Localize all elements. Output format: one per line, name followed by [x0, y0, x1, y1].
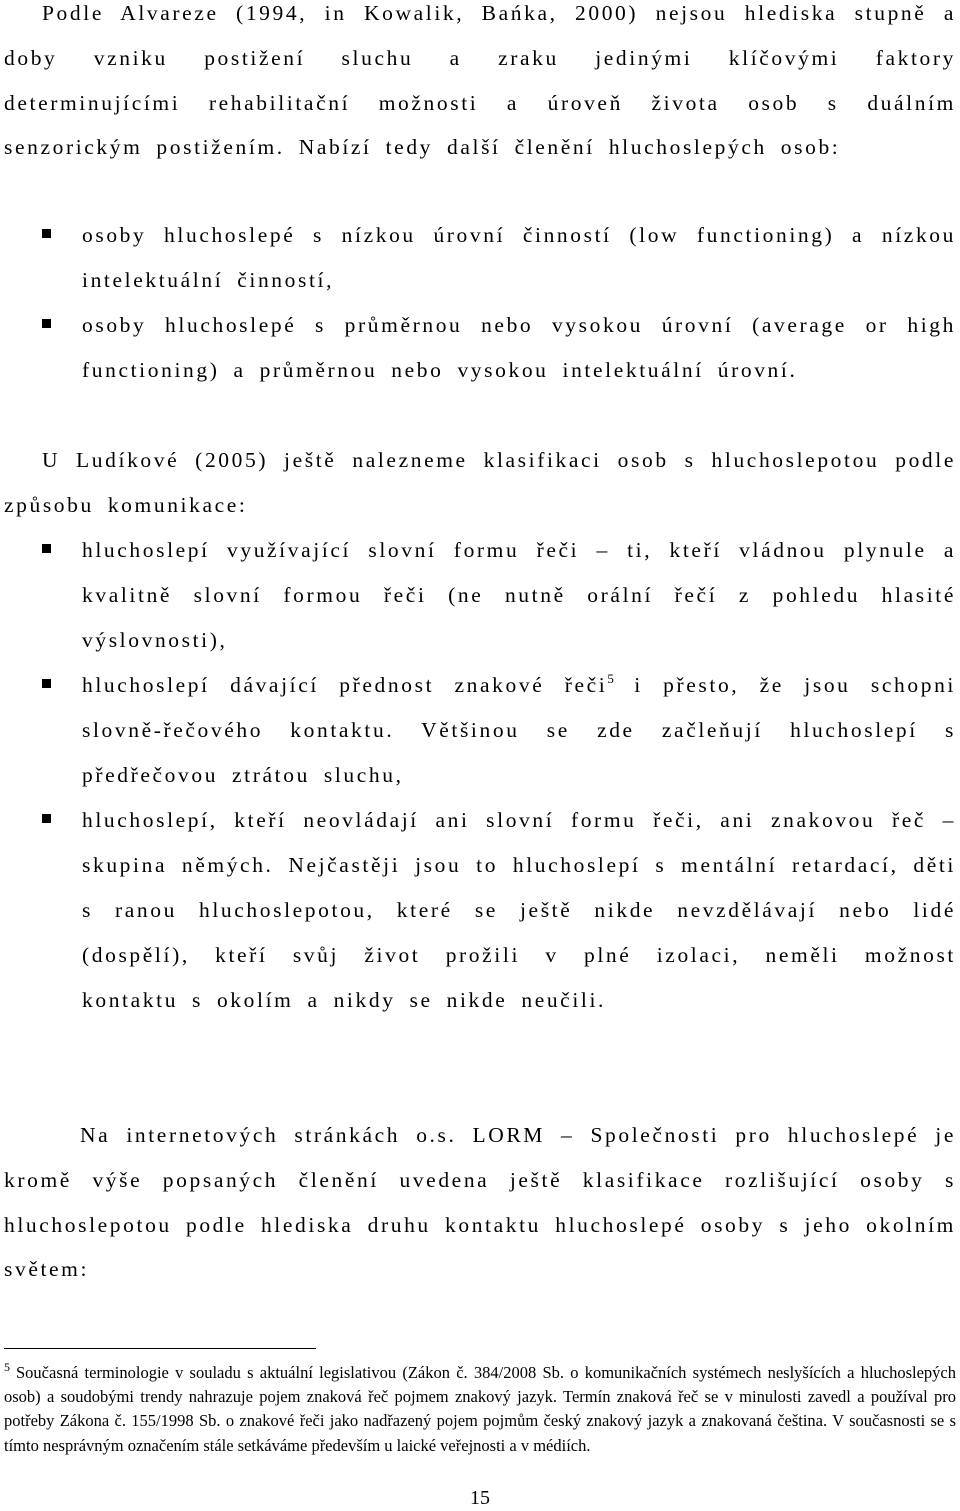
- footnote-reference: 5: [607, 671, 614, 686]
- list-item: [4, 303, 956, 393]
- paragraph-lorm: [4, 1113, 956, 1292]
- paragraph-text: U Ludíkové (2005) ještě nalezneme klasifikaci osob s hluchoslepotou podle způsobu komunikace:: [4, 448, 956, 517]
- footnote: [4, 1361, 956, 1458]
- list-functioning-levels: [4, 213, 956, 393]
- list-item: [4, 213, 956, 303]
- footnote-text: Současná terminologie v souladu s aktuální legislativou (Zákon č. 384/2008 Sb. o komunikačních systémech neslyšících a hluchoslepých osob) a soudobými trendy nahrazuje pojem znaková řeč pojmem znakový jazyk. Termín znaková řeč se v minulosti zavedl a používal pro potřeby Zákona č. 155/1998 Sb. o znakové řeči jako nadřazený pojem pojmům český znakový jazyk a znakovaná čeština. V současnosti se s tímto nesprávným označením stále setkáváme především u laické veřejnosti a v médiích.: [4, 1363, 956, 1455]
- list-item: [4, 798, 956, 1023]
- list-item-text-continued: i přesto, že jsou schopni slovně-řečového kontaktu. Většinou se zde začleňují hluchoslepí s předřečovou ztrátou sluchu,: [82, 673, 956, 787]
- square-bullet-icon: [42, 319, 51, 328]
- list-item: [4, 528, 956, 663]
- footnote-separator: [4, 1348, 316, 1349]
- square-bullet-icon: [42, 544, 51, 553]
- paragraph-text: Podle Alvareze (1994, in Kowalik, Bańka, 2000) nejsou hlediska stupně a doby vzniku postižení sluchu a zraku jedinými klíčovými faktory determinujícími rehabilitační možnosti a úroveň života osob s duálním senzorickým postižením. Nabízí tedy další členění hluchoslepých osob:: [4, 1, 956, 160]
- list-item-text: osoby hluchoslepé s nízkou úrovní činností (low functioning) a nízkou intelektuální činností,: [82, 223, 956, 292]
- footnote-mark: 5: [4, 1360, 10, 1374]
- paragraph-text: Na internetových stránkách o.s. LORM – Společnosti pro hluchoslepé je kromě výše popsaných členění uvedena ještě klasifikace rozlišující osoby s hluchoslepotou podle hlediska druhu kontaktu hluchoslepé osoby s jeho okolním světem:: [4, 1123, 956, 1282]
- square-bullet-icon: [42, 679, 51, 688]
- paragraph-alvarez: [4, 0, 956, 170]
- square-bullet-icon: [42, 229, 51, 238]
- square-bullet-icon: [42, 814, 51, 823]
- list-item-text: hluchoslepí, kteří neovládají ani slovní formu řeči, ani znakovou řeč – skupina němých. Nejčastěji jsou to hluchoslepí s mentální retardací, děti s ranou hluchoslepotou, které se ještě nikde nevzdělávají nebo lidé (dospělí), kteří svůj život prožili v plné izolaci, neměli možnost kontaktu s okolím a nikdy se nikde neučili.: [82, 808, 956, 1012]
- list-item: [4, 663, 956, 798]
- paragraph-ludikova: [4, 438, 956, 528]
- list-item-text: osoby hluchoslepé s průměrnou nebo vysokou úrovní (average or high functioning) a průměrnou nebo vysokou intelektuální úrovní.: [82, 313, 956, 382]
- list-item-text: hluchoslepí využívající slovní formu řeči – ti, kteří vládnou plynule a kvalitně slovní formou řeči (ne nutně orální řečí z pohledu hlasité výslovnosti),: [82, 538, 956, 652]
- list-communication-types: [4, 528, 956, 1023]
- list-item-text: hluchoslepí dávající přednost znakové řeči: [82, 673, 608, 697]
- page-number: 15: [470, 1487, 490, 1509]
